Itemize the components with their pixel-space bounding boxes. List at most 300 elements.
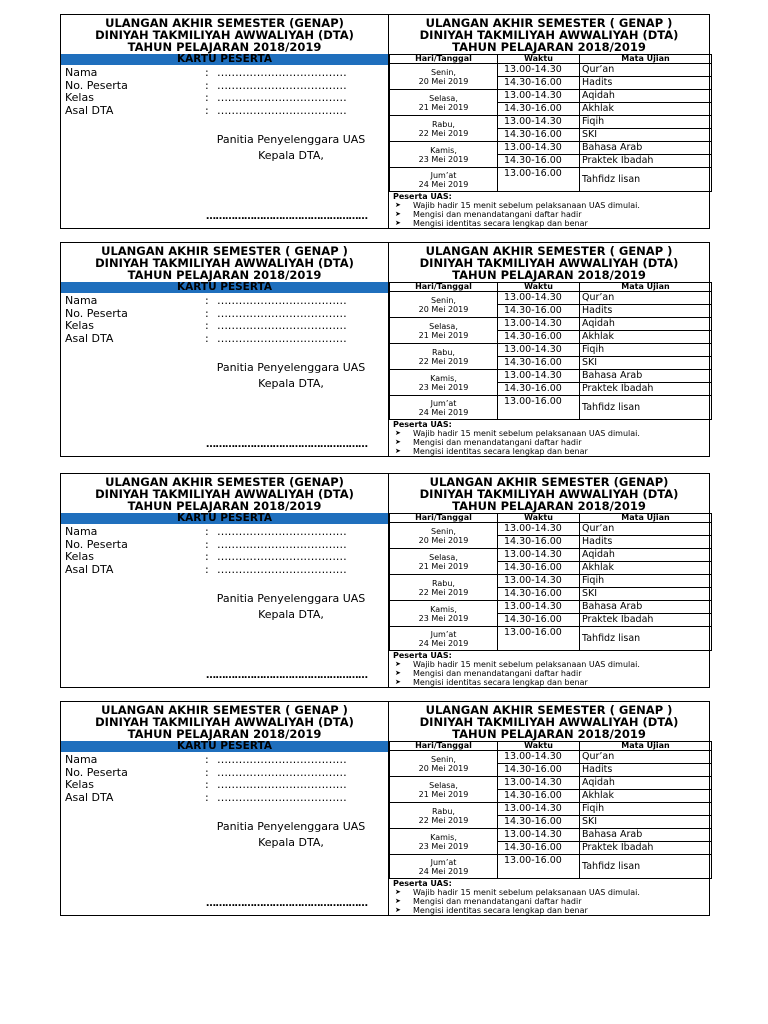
day-date: 21 Mei 2019 [418,330,469,340]
card-left-panel [61,474,388,687]
day-cell [390,803,498,829]
time-cell: 13.00-14.30 [498,575,580,588]
field-label: No. Peserta [65,306,128,320]
field-label: Nama [65,753,98,766]
arrow-bullet-icon: ➤ [395,906,401,914]
signature-line: …………………………………………… [206,670,368,681]
card-left-panel [61,243,388,456]
table-row [390,549,712,562]
rules-title: Peserta UAS: [393,879,452,888]
field-blank: ……………………………… [217,537,347,551]
day-name: Senin, [431,295,456,305]
arrow-bullet-icon: ➤ [395,210,401,218]
table-header: Waktu [498,283,580,292]
time-cell: 14.30-16.00 [498,614,580,627]
card-title-right [389,15,709,53]
signature-block [211,819,371,851]
card-title-right [389,702,709,740]
day-name: Senin, [431,526,456,536]
table-header: Mata Ujian [580,742,712,751]
rule-text: Wajib hadir 15 menit sebelum pelaksanaan UAS dimulai. [413,660,640,669]
subject-cell: Bahasa Arab [580,370,712,383]
time-cell: 13.00-14.30 [498,64,580,77]
table-header: Hari/Tanggal [390,742,498,751]
arrow-bullet-icon: ➤ [395,888,401,896]
rule-item [389,438,711,447]
field-label: Asal DTA [65,562,114,576]
title-line: TAHUN PELAJARAN 2018/2019 [127,268,322,282]
table-header: Mata Ujian [580,55,712,64]
field-row [65,67,347,80]
exam-card [60,242,710,457]
field-colon: : [205,103,209,117]
subject-cell: Praktek Ibadah [580,383,712,396]
field-blank: ……………………………… [217,294,347,307]
day-date: 21 Mei 2019 [418,561,469,571]
table-header: Hari/Tanggal [390,55,498,64]
subject-cell: Aqidah [580,318,712,331]
subject-cell: Fiqih [580,344,712,357]
day-cell [390,829,498,855]
card-title-left [61,474,388,512]
table-row [390,829,712,842]
time-cell: 14.30-16.00 [498,764,580,777]
time-cell: 13.00-14.30 [498,549,580,562]
field-row [65,551,347,564]
day-cell [390,627,498,651]
table-header-row [390,514,712,523]
title-line: DINIYAH TAKMILIYAH AWWALIYAH (DTA) [95,28,354,42]
subject-cell: Akhlak [580,103,712,116]
day-cell [390,344,498,370]
subject-cell: Fiqih [580,803,712,816]
time-cell: 13.00-14.30 [498,829,580,842]
rule-text: Mengisi dan menandatangani daftar hadir [413,669,582,678]
day-name: Jum’at [430,629,457,639]
field-label: Asal DTA [65,103,114,117]
day-name: Jum’at [430,398,457,408]
rule-item [389,429,711,438]
title-line: DINIYAH TAKMILIYAH AWWALIYAH (DTA) [95,715,354,729]
participant-fields [65,295,347,345]
time-cell: 13.00-14.30 [498,370,580,383]
time-cell: 14.30-16.00 [498,331,580,344]
subject-cell: Tahfidz lisan [580,627,712,651]
title-line: ULANGAN AKHIR SEMESTER (GENAP) [429,475,669,489]
subject-cell: Hadits [580,305,712,318]
day-name: Rabu, [432,119,455,129]
subject-cell: Hadits [580,77,712,90]
day-cell [390,292,498,318]
field-blank: ……………………………… [217,753,347,766]
arrow-bullet-icon: ➤ [395,660,401,668]
day-date: 21 Mei 2019 [418,789,469,799]
rules-block [389,651,711,687]
table-header: Hari/Tanggal [390,514,498,523]
subject-cell: Hadits [580,764,712,777]
schedule-table [389,513,712,651]
field-row [65,320,347,333]
day-date: 20 Mei 2019 [418,76,469,86]
card-right-panel [389,15,709,228]
day-cell [390,116,498,142]
field-blank: ……………………………… [217,78,347,92]
table-row [390,116,712,129]
time-cell: 14.30-16.00 [498,562,580,575]
table-header: Mata Ujian [580,283,712,292]
field-row [65,526,347,539]
rule-text: Wajib hadir 15 menit sebelum pelaksanaan UAS dimulai. [413,888,640,897]
time-cell: 13.00-14.30 [498,142,580,155]
time-cell: 14.30-16.00 [498,816,580,829]
subject-cell: Aqidah [580,549,712,562]
time-cell: 13.00-14.30 [498,777,580,790]
card-title-right [389,474,709,512]
time-cell: 14.30-16.00 [498,305,580,318]
rules-block [389,879,711,915]
signature-block [211,360,371,392]
day-cell [390,549,498,575]
kartu-peserta-banner: KARTU PESERTA [61,54,388,65]
day-date: 23 Mei 2019 [418,382,469,392]
arrow-bullet-icon: ➤ [395,201,401,209]
field-colon: : [205,525,209,538]
day-cell [390,855,498,879]
participant-fields [65,526,347,576]
title-line: TAHUN PELAJARAN 2018/2019 [127,727,322,741]
subject-cell: Qur’an [580,292,712,305]
signature-line: …………………………………………… [206,898,368,909]
arrow-bullet-icon: ➤ [395,669,401,677]
card-right-panel [389,243,709,456]
table-row [390,292,712,305]
field-colon: : [205,790,209,804]
field-colon: : [205,331,209,345]
rule-text: Wajib hadir 15 menit sebelum pelaksanaan UAS dimulai. [413,429,640,438]
field-label: Nama [65,525,98,538]
field-row [65,564,347,577]
field-blank: ……………………………… [217,306,347,320]
time-cell: 14.30-16.00 [498,155,580,168]
table-row [390,90,712,103]
table-header-row [390,55,712,64]
table-row [390,777,712,790]
day-date: 23 Mei 2019 [418,841,469,851]
kartu-peserta-banner: KARTU PESERTA [61,282,388,293]
title-line: DINIYAH TAKMILIYAH AWWALIYAH (DTA) [419,256,679,270]
rule-item [389,219,711,228]
card-title-right [389,243,709,281]
day-date: 20 Mei 2019 [418,304,469,314]
time-cell: 13.00-16.00 [498,627,580,651]
day-date: 22 Mei 2019 [418,128,469,138]
card-title-left [61,702,388,740]
table-row [390,64,712,77]
subject-cell: SKI [580,129,712,142]
rule-item [389,678,711,687]
table-row [390,523,712,536]
subject-cell: Fiqih [580,575,712,588]
kepala-label: Kepala DTA, [258,836,324,849]
subject-cell: Bahasa Arab [580,601,712,614]
day-name: Selasa, [429,321,458,331]
table-header: Waktu [498,514,580,523]
rule-item [389,660,711,669]
time-cell: 14.30-16.00 [498,842,580,855]
field-colon: : [205,562,209,576]
title-line: ULANGAN AKHIR SEMESTER ( GENAP ) [101,244,348,258]
exam-card [60,14,710,229]
table-row [390,601,712,614]
field-label: Asal DTA [65,790,114,804]
time-cell: 13.00-14.30 [498,751,580,764]
subject-cell: SKI [580,588,712,601]
rule-item [389,906,711,915]
day-date: 24 Mei 2019 [418,407,469,417]
table-header: Waktu [498,55,580,64]
table-row [390,318,712,331]
table-row [390,396,712,420]
field-label: No. Peserta [65,765,128,779]
rule-text: Mengisi identitas secara lengkap dan benar [413,906,588,915]
day-date: 24 Mei 2019 [418,866,469,876]
field-blank: ……………………………… [217,562,347,576]
kepala-label: Kepala DTA, [258,608,324,621]
signature-block [211,132,371,164]
rule-text: Mengisi identitas secara lengkap dan benar [413,678,588,687]
panitia-label: Panitia Penyelenggara UAS [216,361,366,374]
field-label: No. Peserta [65,78,128,92]
exam-card [60,473,710,688]
rule-text: Wajib hadir 15 menit sebelum pelaksanaan UAS dimulai. [413,201,640,210]
title-line: DINIYAH TAKMILIYAH AWWALIYAH (DTA) [95,487,354,501]
subject-cell: Qur’an [580,64,712,77]
field-label: Kelas [65,91,94,104]
table-row [390,627,712,651]
title-line: DINIYAH TAKMILIYAH AWWALIYAH (DTA) [95,256,354,270]
arrow-bullet-icon: ➤ [395,897,401,905]
day-name: Selasa, [429,780,458,790]
day-cell [390,64,498,90]
field-colon: : [205,550,209,563]
rule-text: Mengisi dan menandatangani daftar hadir [413,438,582,447]
signature-line: …………………………………………… [206,439,368,450]
subject-cell: Akhlak [580,331,712,344]
table-header: Hari/Tanggal [390,283,498,292]
schedule-table [389,741,712,879]
field-row [65,295,347,308]
day-name: Rabu, [432,347,455,357]
participant-fields [65,67,347,117]
field-colon: : [205,778,209,791]
time-cell: 13.00-14.30 [498,292,580,305]
day-date: 23 Mei 2019 [418,154,469,164]
subject-cell: SKI [580,816,712,829]
table-header-row [390,742,712,751]
field-blank: ……………………………… [217,91,347,104]
subject-cell: Aqidah [580,90,712,103]
table-header-row [390,283,712,292]
kartu-peserta-banner: KARTU PESERTA [61,513,388,524]
day-cell [390,396,498,420]
field-blank: ……………………………… [217,765,347,779]
field-colon: : [205,765,209,779]
field-label: Nama [65,66,98,79]
arrow-bullet-icon: ➤ [395,447,401,455]
day-name: Rabu, [432,806,455,816]
subject-cell: Akhlak [580,562,712,575]
field-row [65,333,347,346]
field-blank: ……………………………… [217,525,347,538]
panitia-label: Panitia Penyelenggara UAS [216,820,366,833]
time-cell: 14.30-16.00 [498,129,580,142]
field-label: Kelas [65,319,94,332]
title-line: ULANGAN AKHIR SEMESTER ( GENAP ) [425,703,673,717]
subject-cell: SKI [580,357,712,370]
rules-block [389,192,711,228]
arrow-bullet-icon: ➤ [395,678,401,686]
signature-line: …………………………………………… [206,211,368,222]
field-colon: : [205,91,209,104]
field-blank: ……………………………… [217,66,347,79]
day-cell [390,90,498,116]
subject-cell: Aqidah [580,777,712,790]
table-header: Waktu [498,742,580,751]
schedule-table [389,282,712,420]
arrow-bullet-icon: ➤ [395,429,401,437]
card-title-left [61,243,388,281]
time-cell: 14.30-16.00 [498,77,580,90]
day-cell [390,168,498,192]
day-cell [390,370,498,396]
day-name: Jum’at [430,857,457,867]
day-cell [390,777,498,803]
rule-item [389,210,711,219]
day-name: Senin, [431,67,456,77]
subject-cell: Hadits [580,536,712,549]
title-line: ULANGAN AKHIR SEMESTER ( GENAP ) [425,244,673,258]
field-colon: : [205,537,209,551]
field-row [65,792,347,805]
day-name: Kamis, [430,145,457,155]
subject-cell: Praktek Ibadah [580,842,712,855]
table-row [390,575,712,588]
day-date: 21 Mei 2019 [418,102,469,112]
field-row [65,754,347,767]
day-cell [390,601,498,627]
rule-text: Mengisi dan menandatangani daftar hadir [413,210,582,219]
title-line: TAHUN PELAJARAN 2018/2019 [452,727,646,741]
time-cell: 13.00-14.30 [498,344,580,357]
field-label: Kelas [65,778,94,791]
title-line: ULANGAN AKHIR SEMESTER (GENAP) [105,475,344,489]
exam-card [60,701,710,916]
panitia-label: Panitia Penyelenggara UAS [216,133,366,146]
time-cell: 13.00-14.30 [498,523,580,536]
day-name: Kamis, [430,373,457,383]
participant-fields [65,754,347,804]
title-line: ULANGAN AKHIR SEMESTER ( GENAP ) [425,16,673,30]
table-row [390,803,712,816]
time-cell: 13.00-16.00 [498,396,580,420]
day-name: Selasa, [429,93,458,103]
table-row [390,168,712,192]
title-line: ULANGAN AKHIR SEMESTER ( GENAP ) [101,703,348,717]
day-name: Rabu, [432,578,455,588]
field-row [65,92,347,105]
title-line: DINIYAH TAKMILIYAH AWWALIYAH (DTA) [419,715,679,729]
day-name: Jum’at [430,170,457,180]
rule-item [389,897,711,906]
field-blank: ……………………………… [217,319,347,332]
field-label: Nama [65,294,98,307]
table-header: Mata Ujian [580,514,712,523]
subject-cell: Bahasa Arab [580,829,712,842]
title-line: TAHUN PELAJARAN 2018/2019 [127,40,322,54]
table-row [390,751,712,764]
subject-cell: Qur’an [580,523,712,536]
day-date: 20 Mei 2019 [418,763,469,773]
day-date: 23 Mei 2019 [418,613,469,623]
title-line: TAHUN PELAJARAN 2018/2019 [452,499,646,513]
field-row [65,105,347,118]
card-left-panel [61,15,388,228]
time-cell: 14.30-16.00 [498,383,580,396]
rule-text: Mengisi dan menandatangani daftar hadir [413,897,582,906]
subject-cell: Fiqih [580,116,712,129]
rule-item [389,669,711,678]
time-cell: 13.00-14.30 [498,803,580,816]
field-row [65,779,347,792]
time-cell: 14.30-16.00 [498,588,580,601]
rule-item [389,888,711,897]
kepala-label: Kepala DTA, [258,377,324,390]
day-cell [390,142,498,168]
day-date: 24 Mei 2019 [418,638,469,648]
field-colon: : [205,66,209,79]
title-line: ULANGAN AKHIR SEMESTER (GENAP) [105,16,344,30]
subject-cell: Bahasa Arab [580,142,712,155]
subject-cell: Qur’an [580,751,712,764]
table-row [390,855,712,879]
rule-item [389,201,711,210]
field-colon: : [205,294,209,307]
time-cell: 13.00-14.30 [498,90,580,103]
day-date: 22 Mei 2019 [418,815,469,825]
rule-text: Mengisi identitas secara lengkap dan benar [413,219,588,228]
subject-cell: Tahfidz lisan [580,168,712,192]
field-label: No. Peserta [65,537,128,551]
field-colon: : [205,78,209,92]
rules-block [389,420,711,456]
day-cell [390,751,498,777]
card-right-panel [389,702,709,915]
card-left-panel [61,702,388,915]
card-title-left [61,15,388,53]
time-cell: 13.00-16.00 [498,855,580,879]
time-cell: 13.00-14.30 [498,318,580,331]
time-cell: 13.00-14.30 [498,116,580,129]
day-cell [390,575,498,601]
card-right-panel [389,474,709,687]
title-line: TAHUN PELAJARAN 2018/2019 [452,268,646,282]
day-cell [390,523,498,549]
day-date: 22 Mei 2019 [418,356,469,366]
day-date: 20 Mei 2019 [418,535,469,545]
field-colon: : [205,753,209,766]
rules-title: Peserta UAS: [393,192,452,201]
rule-item [389,447,711,456]
